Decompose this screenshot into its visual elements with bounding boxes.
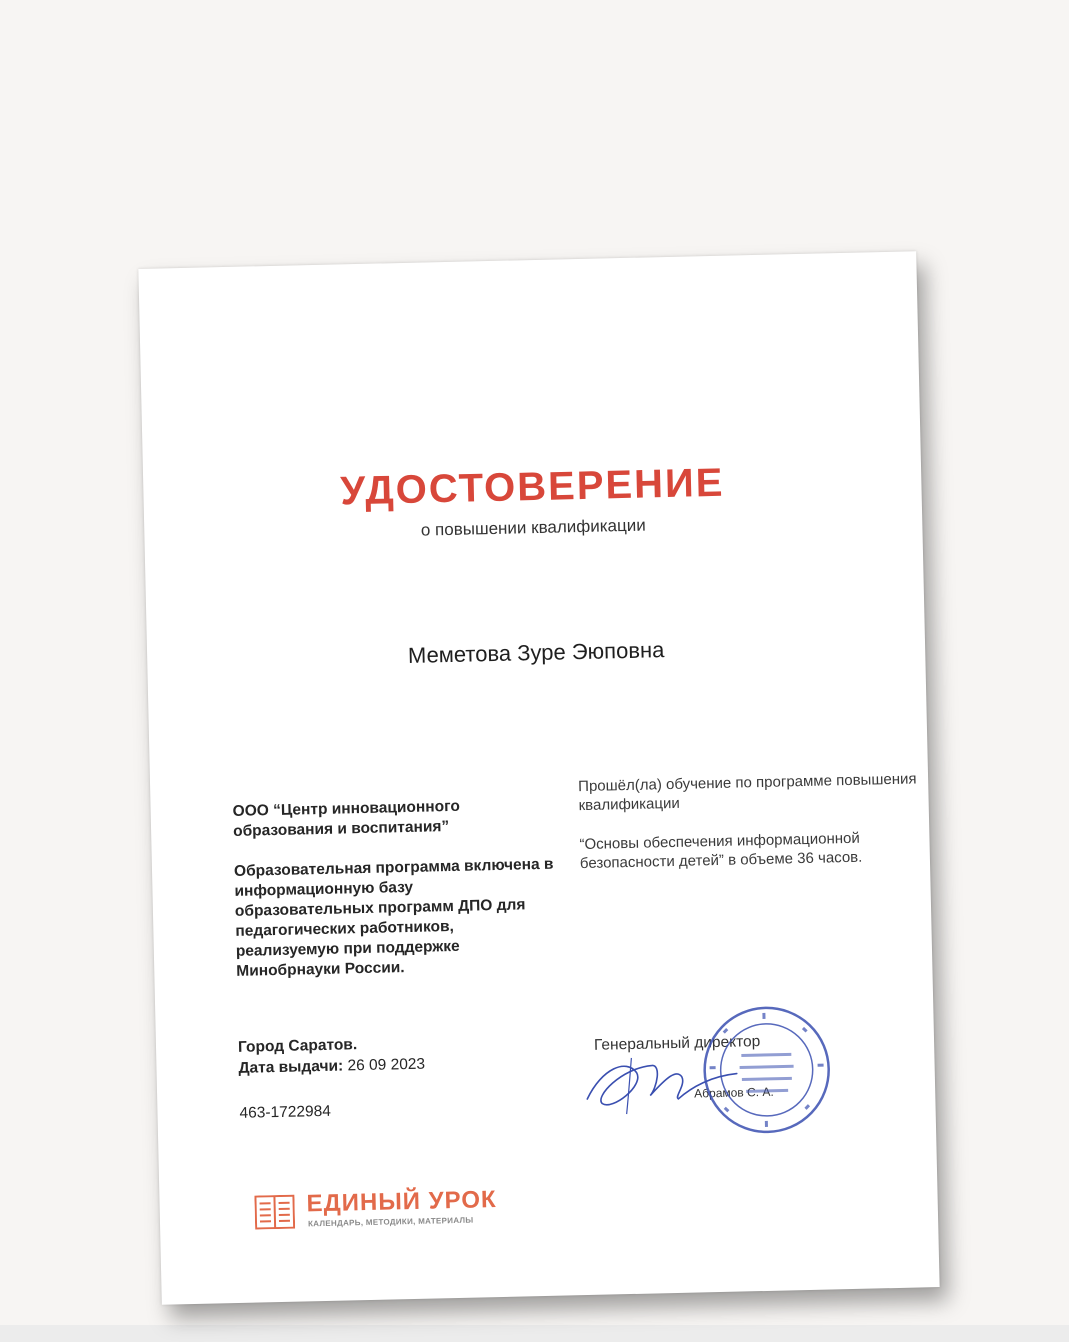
issuer-block: [232, 795, 556, 982]
city: Город Саратов.: [237, 1036, 358, 1056]
certificate-sheet: [138, 251, 939, 1304]
course-title: “Основы обеспечения информационной безопасности детей” в объеме 36 часов.: [579, 829, 863, 873]
book-icon: [254, 1195, 295, 1230]
certificate-title: УДОСТОВЕРЕНИЕ: [339, 460, 725, 514]
registration-number: 463-1722984: [239, 1102, 332, 1122]
logo-title: ЕДИНЫЙ УРОК: [306, 1186, 497, 1218]
logo: [254, 1185, 555, 1242]
issue-date-label: Дата выдачи:: [238, 1057, 344, 1077]
logo-tagline: КАЛЕНДАРЬ, МЕТОДИКИ, МАТЕРИАЛЫ: [307, 1215, 474, 1229]
organization-name: ООО “Центр инновационного образования и воспитания”: [232, 797, 461, 840]
course-block: [578, 769, 920, 873]
issue-date: 26 09 2023: [347, 1055, 426, 1075]
issue-info: [238, 1030, 559, 1079]
organization-stamp: [700, 1003, 833, 1136]
completion-text: Прошёл(ла) обучение по программе повышения квалификации: [578, 770, 917, 815]
program-inclusion-note: Образовательная программа включена в информационную базу образовательных программ ДПО для педагогических работников, реализуемую при поддержке Минобрнауки России.: [233, 855, 554, 980]
signatory-title: Генеральный директор: [593, 1033, 761, 1054]
signatory-name: Абрамов С. А.: [694, 1084, 774, 1101]
recipient-name: Меметова Зуре Эюповна: [407, 637, 665, 668]
certificate-subtitle: о повышении квалификации: [420, 515, 646, 540]
bottom-strip: [0, 1325, 1069, 1342]
